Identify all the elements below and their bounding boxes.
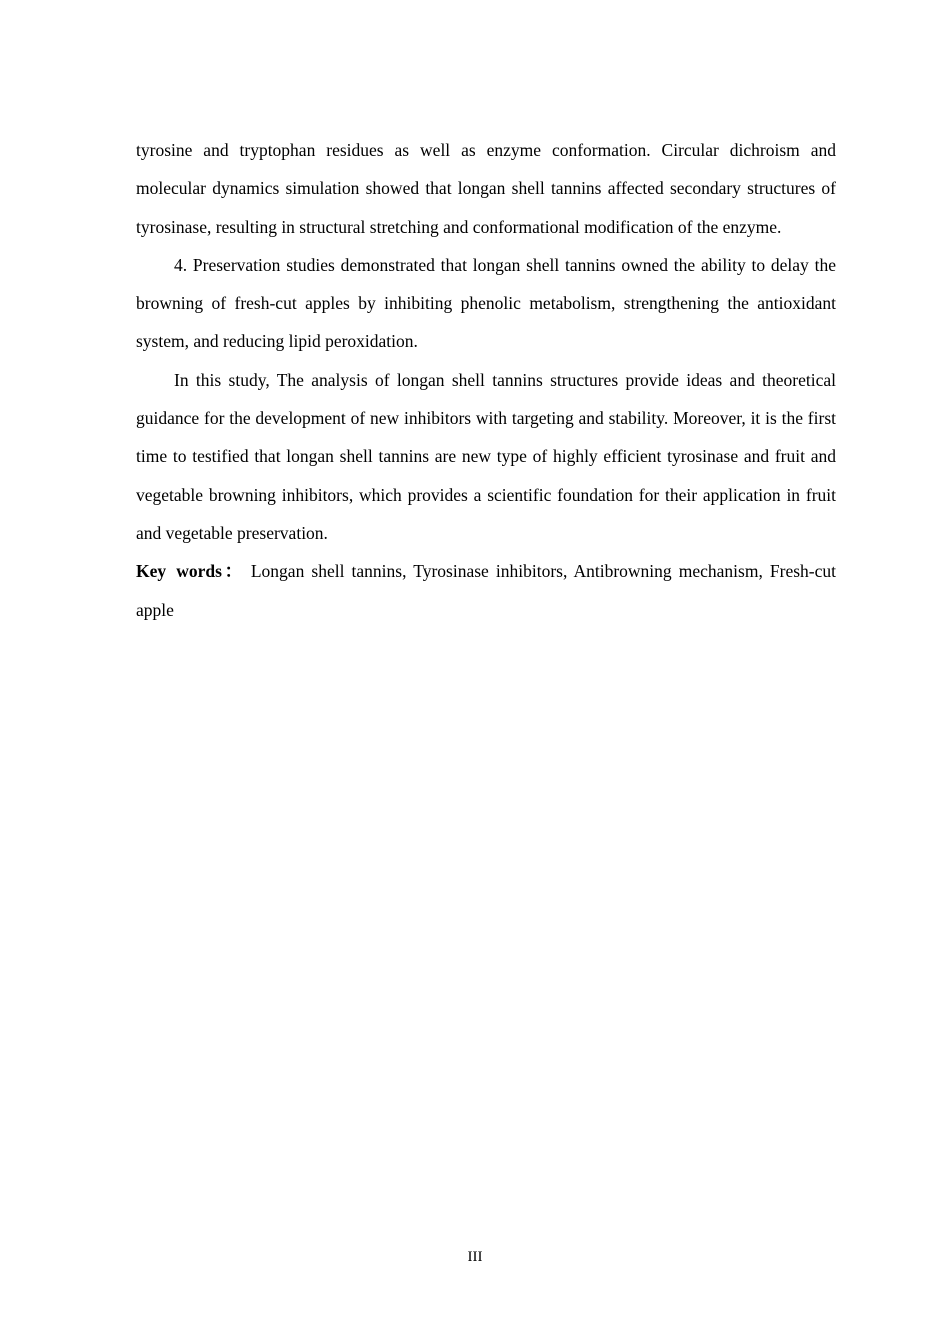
- paragraph-preservation-studies: 4. Preservation studies demonstrated that longan shell tannins owned the ability to delay the browning of fresh-cut apples by inhibiting phenolic metabolism, strengthening the antioxidant system, and reducing lipid peroxidation.: [136, 254, 836, 352]
- page-number: III: [467, 1249, 483, 1265]
- paragraph-study-conclusion: In this study, The analysis of longan shell tannins structures provide ideas and theoretical guidance for the development of new inhibitors with targeting and stability. Moreover, it is the first time to testified that longan shell tannins are new type of highly efficient tyrosinase and fruit and vegetable browning inhibitors, which provides a scientific foundation for their application in fruit and vegetable preservation.: [136, 369, 836, 543]
- keywords-line: [136, 552, 836, 629]
- abstract-body: [136, 131, 836, 629]
- paragraph-continuation: tyrosine and tryptophan residues as well as enzyme conformation. Circular dichroism and molecular dynamics simulation showed that longan shell tannins affected secondary structures of tyrosinase, resulting in structural stretching and conformational modification of the enzyme.: [136, 140, 836, 237]
- keywords-separator: ：: [221, 561, 245, 582]
- keywords-text: Longan shell tannins, Tyrosinase inhibitors, Antibrowning mechanism, Fresh-cut apple: [136, 561, 837, 620]
- keywords-label: Key words: [136, 561, 222, 582]
